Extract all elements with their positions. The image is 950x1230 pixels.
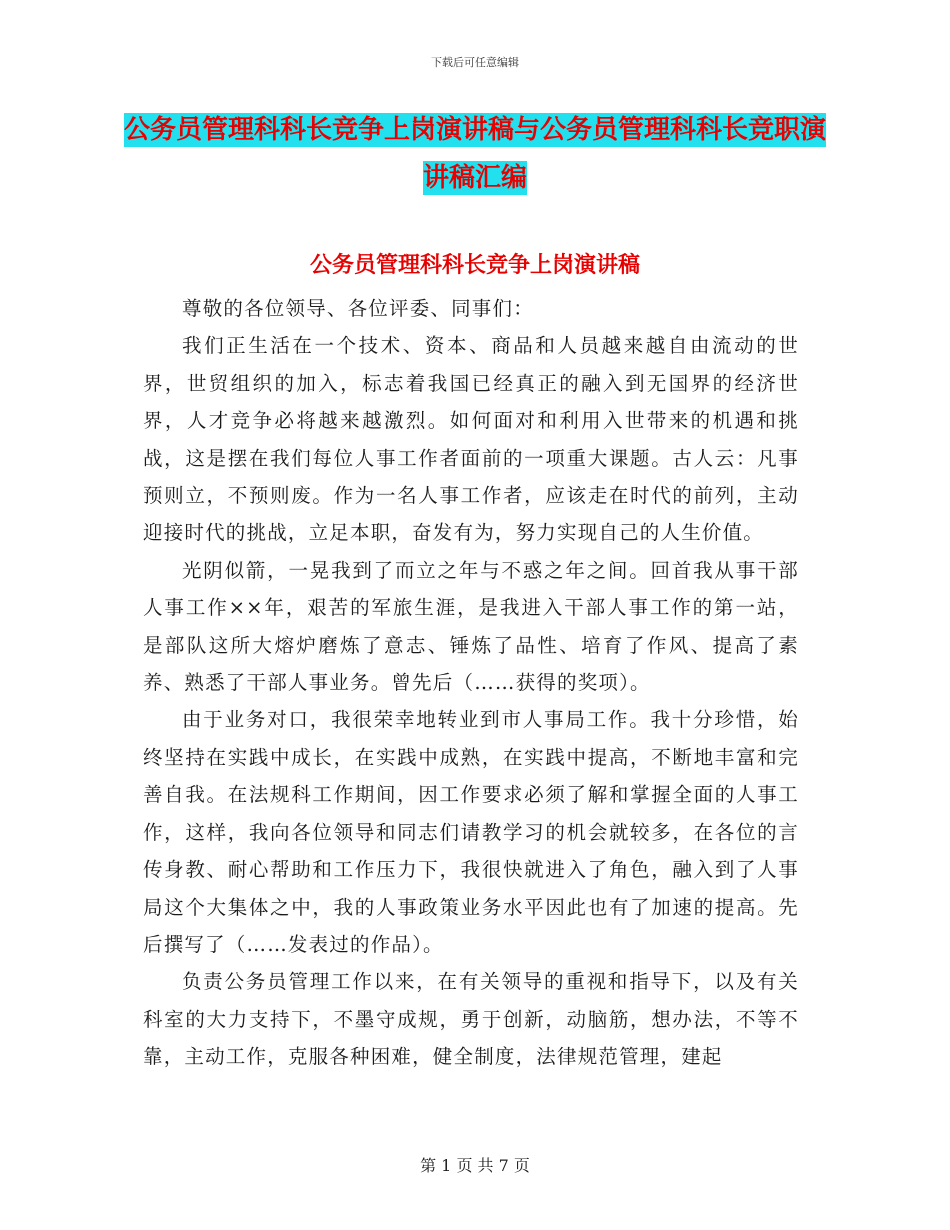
document-title-text: 公务员管理科科长竞争上岗演讲稿与公务员管理科科长竞职演讲稿汇编 [123,115,826,193]
paragraph: 我们正生活在一个技术、资本、商品和人员越来越自由流动的世界，世贸组织的加入，标志着我国已经真正的融入到无国界的经济世界，人才竞争必将越来越激烈。如何面对和利用入世带来的机遇和挑战，这是摆在我们每位人事工作者面前的一项重大课题。古人云：凡事预则立，不预则废。作为一名人事工作者，应该走在时代的前列，主动迎接时代的挑战，立足本职，奋发有为，努力实现自己的人生价值。 [143,334,799,545]
paragraph: 负责公务员管理工作以来，在有关领导的重视和指导下，以及有关科室的大力支持下，不墨守成规，勇于创新，动脑筋，想办法，不等不靠，主动工作，克服各种困难，健全制度，法律规范管理，建起 [143,970,799,1069]
document-title [120,106,830,202]
section-title: 公务员管理科科长竞争上岗演讲稿 [309,253,640,278]
paragraph: 光阴似箭，一晃我到了而立之年与不惑之年之间。回首我从事干部人事工作××年，艰苦的军旅生涯，是我进入干部人事工作的第一站，是部队这所大熔炉磨炼了意志、锤炼了品性、培育了作风、提高了素养、熟悉了干部人事业务。曾先后（……获得的奖项）。 [143,558,799,695]
page-number: 第 1 页 共 7 页 [420,1156,530,1175]
body-text [143,290,799,1076]
paragraph-salutation: 尊敬的各位领导、各位评委、同事们： [182,297,534,320]
header-note: 下载后可任意编辑 [431,56,519,69]
paragraph: 由于业务对口，我很荣幸地转业到市人事局工作。我十分珍惜，始终坚持在实践中成长，在实践中成熟，在实践中提高，不断地丰富和完善自我。在法规科工作期间，因工作要求必须了解和掌握全面的人事工作，这样，我向各位领导和同志们请教学习的机会就较多，在各位的言传身教、耐心帮助和工作压力下，我很快就进入了角色，融入到了人事局这个大集体之中，我的人事政策业务水平因此也有了加速的提高。先后撰写了（……发表过的作品）。 [143,708,799,956]
